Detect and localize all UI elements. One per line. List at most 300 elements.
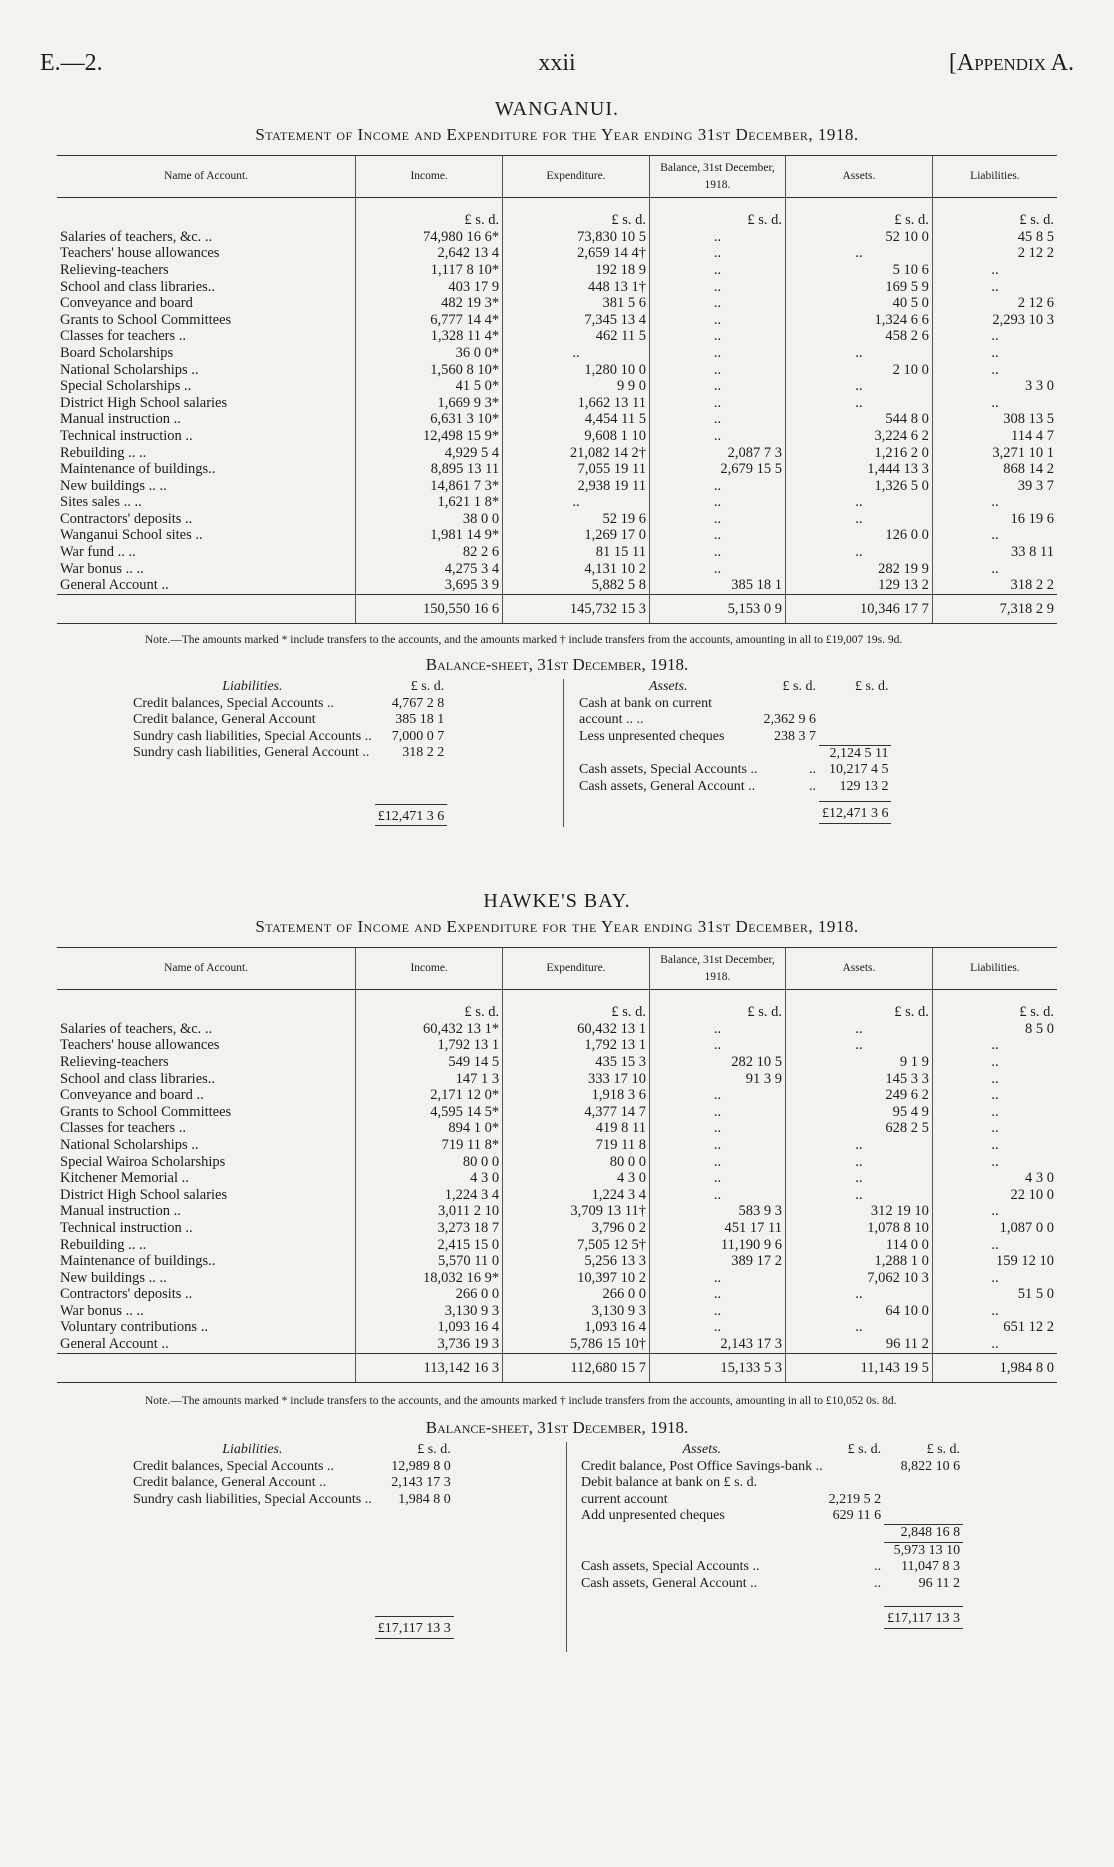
account-name: Teachers' house allowances bbox=[60, 245, 220, 262]
amount-cell: .. bbox=[649, 245, 785, 262]
amount-cell: 95 4 9 bbox=[785, 1104, 932, 1121]
liability-amount: 12,989 8 0 bbox=[391, 1458, 451, 1474]
column-header: Expenditure. bbox=[503, 156, 650, 198]
account-name: Relieving-teachers bbox=[60, 261, 169, 278]
account-name: War bonus .. .. bbox=[60, 1302, 144, 1319]
asset-subamount bbox=[760, 696, 819, 713]
asset-subamount: .. bbox=[808, 762, 816, 778]
account-name: Manual instruction .. bbox=[60, 1203, 181, 1220]
amount-cell: .. bbox=[932, 1120, 1057, 1137]
blank-cell bbox=[57, 1353, 356, 1383]
assets-total-row bbox=[578, 1607, 963, 1629]
asset-label: Cash assets, General Account .. bbox=[579, 778, 756, 794]
amount-cell: .. bbox=[785, 395, 932, 412]
blank-cell bbox=[578, 1607, 826, 1629]
asset-amount: 96 11 2 bbox=[918, 1575, 961, 1591]
unit-label: £ s. d. bbox=[785, 198, 932, 229]
liability-amount: 385 18 1 bbox=[395, 712, 445, 728]
unit-label: £ s. d. bbox=[932, 198, 1057, 229]
amount-cell: .. bbox=[932, 1154, 1057, 1171]
asset-row bbox=[576, 712, 891, 729]
account-name: Wanganui School sites .. bbox=[60, 527, 203, 544]
column-header: Income. bbox=[356, 948, 503, 990]
table-row bbox=[57, 577, 1057, 594]
amount-cell: .. bbox=[649, 279, 785, 296]
unit-label: £ s. d. bbox=[649, 990, 785, 1021]
asset-row bbox=[578, 1459, 963, 1476]
amount-cell: 33 8 11 bbox=[932, 544, 1057, 561]
amount-cell: 4,929 5 4 bbox=[356, 445, 503, 462]
unit-label: £ s. d. bbox=[926, 1442, 961, 1458]
amount-cell: 7,505 12 5† bbox=[503, 1237, 650, 1254]
assets-total: £12,471 3 6 bbox=[819, 802, 892, 824]
balance-sheet-liabilities bbox=[130, 679, 447, 826]
amount-cell: 74,980 16 6* bbox=[356, 229, 503, 246]
amount-cell: 308 13 5 bbox=[932, 411, 1057, 428]
table-note: Note.—The amounts marked * include transfers to the accounts, and the amounts marked † include transfers from the accounts, amounting in all to £19,007 19s. 9d. bbox=[145, 634, 903, 647]
income-expenditure-table bbox=[57, 155, 1057, 624]
unit-label: £ s. d. bbox=[417, 1442, 451, 1458]
table-row bbox=[57, 1220, 1057, 1237]
assets-heading-row bbox=[578, 1442, 963, 1459]
table-row bbox=[57, 461, 1057, 478]
amount-cell: 266 0 0 bbox=[356, 1286, 503, 1303]
amount-cell: 96 11 2 bbox=[785, 1336, 932, 1353]
table-row bbox=[57, 1303, 1057, 1320]
spacer bbox=[130, 1508, 454, 1617]
table-row bbox=[57, 1037, 1057, 1054]
amount-cell: 544 8 0 bbox=[785, 411, 932, 428]
balance-sheet-title: Balance-sheet, 31st December, 1918. bbox=[425, 1418, 689, 1438]
table-row bbox=[57, 1336, 1057, 1353]
table-row bbox=[57, 312, 1057, 329]
asset-subamount: 238 3 7 bbox=[773, 728, 816, 744]
asset-amount bbox=[884, 1492, 963, 1509]
liability-row bbox=[130, 1459, 454, 1476]
liability-row bbox=[130, 1475, 454, 1492]
asset-amount: 11,047 8 3 bbox=[901, 1559, 961, 1575]
total-cell: 11,143 19 5 bbox=[785, 1353, 932, 1383]
amount-cell: 16 19 6 bbox=[932, 511, 1057, 528]
table-row bbox=[57, 1203, 1057, 1220]
amount-cell: 5,882 5 8 bbox=[503, 577, 650, 594]
amount-cell: 719 11 8 bbox=[503, 1137, 650, 1154]
account-name: Relieving-teachers bbox=[60, 1053, 169, 1070]
balance-sheet-divider bbox=[563, 679, 564, 827]
asset-amount: 10,217 4 5 bbox=[828, 762, 889, 778]
amount-cell: .. bbox=[785, 544, 932, 561]
amount-cell: .. bbox=[785, 345, 932, 362]
table-row bbox=[57, 511, 1057, 528]
amount-cell: 1,621 1 8* bbox=[356, 494, 503, 511]
table-row bbox=[57, 1104, 1057, 1121]
account-name: District High School salaries bbox=[60, 394, 228, 411]
liabilities-heading: Liabilities. bbox=[222, 1442, 283, 1458]
totals-row bbox=[57, 594, 1057, 624]
asset-row bbox=[578, 1559, 963, 1576]
table-row bbox=[57, 1071, 1057, 1088]
amount-cell: 38 0 0 bbox=[356, 511, 503, 528]
table-row bbox=[57, 229, 1057, 246]
amount-cell: 52 19 6 bbox=[503, 511, 650, 528]
amount-cell: 7,062 10 3 bbox=[785, 1270, 932, 1287]
liabilities-heading-row bbox=[130, 679, 447, 696]
amount-cell: 51 5 0 bbox=[932, 1286, 1057, 1303]
amount-cell: 1,326 5 0 bbox=[785, 478, 932, 495]
amount-cell: 282 19 9 bbox=[785, 561, 932, 578]
asset-label: Add unpresented cheques bbox=[581, 1508, 725, 1524]
account-name: Conveyance and board bbox=[60, 295, 193, 312]
liability-amount: 318 2 2 bbox=[402, 745, 445, 761]
amount-cell: .. bbox=[649, 395, 785, 412]
amount-cell: .. bbox=[649, 494, 785, 511]
amount-cell: .. bbox=[785, 1187, 932, 1204]
amount-cell: .. bbox=[932, 1237, 1057, 1254]
asset-row bbox=[578, 1492, 963, 1509]
amount-cell: 4 3 0 bbox=[932, 1170, 1057, 1187]
liability-amount: 7,000 0 7 bbox=[391, 728, 445, 744]
asset-subamount: 2,219 5 2 bbox=[828, 1491, 882, 1507]
amount-cell: .. bbox=[649, 1187, 785, 1204]
amount-cell: .. bbox=[932, 527, 1057, 544]
asset-amount bbox=[819, 696, 892, 713]
account-name: War bonus .. .. bbox=[60, 560, 144, 577]
asset-row bbox=[576, 696, 891, 713]
amount-cell: 129 13 2 bbox=[785, 577, 932, 594]
amount-cell: .. bbox=[932, 1303, 1057, 1320]
table-row bbox=[57, 1137, 1057, 1154]
amount-cell: 81 15 11 bbox=[503, 544, 650, 561]
section-title: HAWKE'S BAY. bbox=[483, 890, 631, 912]
asset-label: Cash assets, General Account .. bbox=[581, 1575, 758, 1591]
amount-cell: 114 4 7 bbox=[932, 428, 1057, 445]
amount-cell: .. bbox=[649, 328, 785, 345]
balance-sheet-liabilities bbox=[130, 1442, 454, 1639]
amount-cell: 1,093 16 4 bbox=[503, 1319, 650, 1336]
amount-cell: 3,695 3 9 bbox=[356, 577, 503, 594]
amount-cell: 5,256 13 3 bbox=[503, 1253, 650, 1270]
totals-row bbox=[57, 1353, 1057, 1383]
asset-label bbox=[576, 745, 760, 762]
unit-label: £ s. d. bbox=[932, 990, 1057, 1021]
amount-cell: .. bbox=[649, 511, 785, 528]
asset-label bbox=[578, 1525, 826, 1543]
asset-row bbox=[576, 745, 891, 762]
table-header-row bbox=[57, 156, 1057, 198]
balance-sheet-divider bbox=[566, 1442, 567, 1652]
amount-cell: .. bbox=[932, 1054, 1057, 1071]
amount-cell: 7,055 19 11 bbox=[503, 461, 650, 478]
liability-label: Sundry cash liabilities, General Account .. bbox=[133, 745, 370, 761]
amount-cell: 3,271 10 1 bbox=[932, 445, 1057, 462]
amount-cell: 381 5 6 bbox=[503, 295, 650, 312]
amount-cell: .. bbox=[932, 1037, 1057, 1054]
account-name: Grants to School Committees bbox=[60, 311, 232, 328]
asset-amount bbox=[819, 712, 892, 729]
amount-cell: .. bbox=[932, 1071, 1057, 1088]
amount-cell: .. bbox=[785, 1319, 932, 1336]
account-name: Grants to School Committees bbox=[60, 1103, 232, 1120]
amount-cell: .. bbox=[649, 1037, 785, 1054]
blank-cell bbox=[130, 804, 375, 826]
section-title: WANGANUI. bbox=[495, 98, 619, 120]
total-cell: 112,680 15 7 bbox=[503, 1353, 650, 1383]
amount-cell: .. bbox=[649, 262, 785, 279]
amount-cell: 3,796 0 2 bbox=[503, 1220, 650, 1237]
column-header: Name of Account. bbox=[57, 948, 356, 990]
table-row bbox=[57, 279, 1057, 296]
account-name: New buildings .. .. bbox=[60, 1269, 167, 1286]
account-name: School and class libraries.. bbox=[60, 278, 216, 295]
asset-label: Cash assets, Special Accounts .. bbox=[579, 762, 758, 778]
amount-cell: 1,288 1 0 bbox=[785, 1253, 932, 1270]
table-row bbox=[57, 1087, 1057, 1104]
column-header: Expenditure. bbox=[503, 948, 650, 990]
account-name: School and class libraries.. bbox=[60, 1070, 216, 1087]
amount-cell: 7,345 13 4 bbox=[503, 312, 650, 329]
amount-cell: .. bbox=[932, 1203, 1057, 1220]
amount-cell: .. bbox=[649, 1021, 785, 1038]
table-row bbox=[57, 328, 1057, 345]
amount-cell: 114 0 0 bbox=[785, 1237, 932, 1254]
amount-cell: 9 1 9 bbox=[785, 1054, 932, 1071]
account-name: General Account .. bbox=[60, 577, 169, 594]
table-row bbox=[57, 1021, 1057, 1038]
amount-cell: 12,498 15 9* bbox=[356, 428, 503, 445]
amount-cell: .. bbox=[785, 1137, 932, 1154]
amount-cell: 14,861 7 3* bbox=[356, 478, 503, 495]
account-name: War fund .. .. bbox=[60, 544, 136, 561]
amount-cell: .. bbox=[932, 345, 1057, 362]
amount-cell: .. bbox=[649, 561, 785, 578]
table-header-row bbox=[57, 948, 1057, 990]
amount-cell: 1,078 8 10 bbox=[785, 1220, 932, 1237]
column-header: Liabilities. bbox=[932, 156, 1057, 198]
blank-cell bbox=[760, 802, 819, 824]
amount-cell: .. bbox=[785, 1170, 932, 1187]
amount-cell: 389 17 2 bbox=[649, 1253, 785, 1270]
table-row bbox=[57, 362, 1057, 379]
amount-cell: 333 17 10 bbox=[503, 1071, 650, 1088]
section-subtitle: Statement of Income and Expenditure for the Year ending 31st December, 1918. bbox=[255, 917, 859, 936]
unit-label: £ s. d. bbox=[503, 198, 650, 229]
amount-cell: 4,275 3 4 bbox=[356, 561, 503, 578]
liability-label: Credit balances, Special Accounts .. bbox=[133, 1458, 334, 1474]
amount-cell: .. bbox=[649, 1137, 785, 1154]
amount-cell: .. bbox=[785, 511, 932, 528]
column-header: Name of Account. bbox=[57, 156, 356, 198]
amount-cell: 2,087 7 3 bbox=[649, 445, 785, 462]
table-row bbox=[57, 445, 1057, 462]
liabilities-total-row bbox=[130, 804, 447, 826]
liability-label: Credit balance, General Account .. bbox=[133, 1475, 327, 1491]
balance-sheet-assets bbox=[578, 1442, 963, 1629]
amount-cell: .. bbox=[649, 312, 785, 329]
amount-cell: 3,130 9 3 bbox=[356, 1303, 503, 1320]
amount-cell: 2,293 10 3 bbox=[932, 312, 1057, 329]
amount-cell: 5 10 6 bbox=[785, 262, 932, 279]
table-row bbox=[57, 1253, 1057, 1270]
amount-cell: 147 1 3 bbox=[356, 1071, 503, 1088]
amount-cell: .. bbox=[649, 1170, 785, 1187]
amount-cell: 448 13 1† bbox=[503, 279, 650, 296]
liability-label: Credit balances, Special Accounts .. bbox=[133, 695, 334, 711]
asset-subamount: 629 11 6 bbox=[832, 1508, 882, 1524]
amount-cell: 3,273 18 7 bbox=[356, 1220, 503, 1237]
amount-cell: 2,143 17 3 bbox=[649, 1336, 785, 1353]
total-cell: 15,133 5 3 bbox=[649, 1353, 785, 1383]
income-expenditure-table bbox=[57, 947, 1057, 1383]
amount-cell: 82 2 6 bbox=[356, 544, 503, 561]
amount-cell: 60,432 13 1* bbox=[356, 1021, 503, 1038]
unit-label: £ s. d. bbox=[356, 990, 503, 1021]
amount-cell: .. bbox=[649, 1319, 785, 1336]
amount-cell: 2,679 15 5 bbox=[649, 461, 785, 478]
liability-amount: 4,767 2 8 bbox=[391, 695, 445, 711]
amount-cell: .. bbox=[932, 1270, 1057, 1287]
account-name: National Scholarships .. bbox=[60, 361, 199, 378]
amount-cell: .. bbox=[932, 362, 1057, 379]
amount-cell: .. bbox=[785, 494, 932, 511]
amount-cell: 4,454 11 5 bbox=[503, 411, 650, 428]
amount-cell: 145 3 3 bbox=[785, 1071, 932, 1088]
total-cell: 145,732 15 3 bbox=[503, 594, 650, 624]
account-name: Rebuilding .. .. bbox=[60, 444, 147, 461]
amount-cell: 41 5 0* bbox=[356, 378, 503, 395]
table-row bbox=[57, 561, 1057, 578]
asset-row bbox=[578, 1508, 963, 1525]
account-name: Technical instruction .. bbox=[60, 427, 193, 444]
amount-cell: 6,631 3 10* bbox=[356, 411, 503, 428]
asset-subamount: 2,362 9 6 bbox=[763, 712, 816, 728]
amount-cell: .. bbox=[785, 1154, 932, 1171]
amount-cell: 868 14 2 bbox=[932, 461, 1057, 478]
liability-label: Sundry cash liabilities, Special Accounts .. bbox=[133, 1491, 372, 1507]
asset-amount: 2,848 16 8 bbox=[884, 1525, 963, 1543]
amount-cell: 1,918 3 6 bbox=[503, 1087, 650, 1104]
total-cell: 1,984 8 0 bbox=[932, 1353, 1057, 1383]
amount-cell: 60,432 13 1 bbox=[503, 1021, 650, 1038]
account-name: General Account .. bbox=[60, 1336, 169, 1353]
amount-cell: 1,328 11 4* bbox=[356, 328, 503, 345]
total-cell: 10,346 17 7 bbox=[785, 594, 932, 624]
liability-label: Sundry cash liabilities, Special Accounts .. bbox=[133, 728, 372, 744]
liability-label: Credit balance, General Account bbox=[133, 712, 316, 728]
amount-cell: 3 3 0 bbox=[932, 378, 1057, 395]
amount-cell: 1,662 13 11 bbox=[503, 395, 650, 412]
assets-total: £17,117 13 3 bbox=[884, 1607, 963, 1629]
asset-subamount bbox=[826, 1459, 885, 1476]
asset-label: current account bbox=[581, 1491, 668, 1507]
amount-cell: .. bbox=[649, 1087, 785, 1104]
amount-cell: 2,171 12 0* bbox=[356, 1087, 503, 1104]
amount-cell: 249 6 2 bbox=[785, 1087, 932, 1104]
amount-cell: .. bbox=[785, 378, 932, 395]
spacer-row bbox=[130, 762, 447, 805]
column-header: Balance, 31st December, 1918. bbox=[649, 948, 785, 990]
asset-amount: 129 13 2 bbox=[839, 778, 889, 794]
asset-amount: 8,822 10 6 bbox=[900, 1458, 961, 1474]
amount-cell: 18,032 16 9* bbox=[356, 1270, 503, 1287]
amount-cell: 1,324 6 6 bbox=[785, 312, 932, 329]
amount-cell: 73,830 10 5 bbox=[503, 229, 650, 246]
amount-cell: 159 12 10 bbox=[932, 1253, 1057, 1270]
amount-cell: 45 8 5 bbox=[932, 229, 1057, 246]
column-header: Assets. bbox=[785, 156, 932, 198]
liabilities-total-row bbox=[130, 1617, 454, 1639]
assets-total-row bbox=[576, 802, 891, 824]
amount-cell: .. bbox=[785, 1286, 932, 1303]
blank-cell bbox=[57, 990, 356, 1021]
header-reference: E.—2. bbox=[40, 50, 103, 76]
amount-cell: 1,981 14 9* bbox=[356, 527, 503, 544]
balance-sheet-title: Balance-sheet, 31st December, 1918. bbox=[425, 655, 689, 675]
blank-cell bbox=[576, 802, 760, 824]
total-cell: 113,142 16 3 bbox=[356, 1353, 503, 1383]
asset-row bbox=[578, 1475, 963, 1492]
amount-cell: 80 0 0 bbox=[503, 1154, 650, 1171]
amount-cell: .. bbox=[932, 262, 1057, 279]
amount-cell: .. bbox=[932, 1087, 1057, 1104]
liabilities-heading-row bbox=[130, 1442, 454, 1459]
amount-cell: .. bbox=[649, 295, 785, 312]
amount-cell: .. bbox=[785, 1021, 932, 1038]
liability-row bbox=[130, 745, 447, 762]
header-appendix: [Appendix A. bbox=[948, 50, 1074, 76]
units-row bbox=[57, 990, 1057, 1021]
amount-cell: .. bbox=[649, 1303, 785, 1320]
amount-cell: .. bbox=[649, 1270, 785, 1287]
asset-amount: 5,973 13 10 bbox=[884, 1542, 963, 1559]
blank-cell bbox=[57, 198, 356, 229]
amount-cell: .. bbox=[649, 428, 785, 445]
amount-cell: 482 19 3* bbox=[356, 295, 503, 312]
amount-cell: 435 15 3 bbox=[503, 1054, 650, 1071]
amount-cell: 628 2 5 bbox=[785, 1120, 932, 1137]
blank-cell bbox=[826, 1607, 885, 1629]
table-note: Note.—The amounts marked * include transfers to the accounts, and the amounts marked † include transfers from the accounts, amounting in all to £10,052 0s. 8d. bbox=[145, 1395, 897, 1408]
amount-cell: 22 10 0 bbox=[932, 1187, 1057, 1204]
amount-cell: 9,608 1 10 bbox=[503, 428, 650, 445]
liability-amount: 2,143 17 3 bbox=[391, 1475, 451, 1491]
amount-cell: .. bbox=[649, 544, 785, 561]
column-header: Income. bbox=[356, 156, 503, 198]
spacer-row bbox=[130, 1508, 454, 1617]
asset-label: Cash at bank on current bbox=[579, 695, 712, 711]
column-header: Balance, 31st December, 1918. bbox=[649, 156, 785, 198]
amount-cell: 266 0 0 bbox=[503, 1286, 650, 1303]
account-name: Board Scholarships bbox=[60, 344, 174, 361]
column-header: Assets. bbox=[785, 948, 932, 990]
assets-heading: Assets. bbox=[682, 1442, 722, 1458]
table-row bbox=[57, 1270, 1057, 1287]
amount-cell: 549 14 5 bbox=[356, 1054, 503, 1071]
amount-cell: 282 10 5 bbox=[649, 1054, 785, 1071]
asset-label bbox=[578, 1542, 826, 1559]
amount-cell: 21,082 14 2† bbox=[503, 445, 650, 462]
table-row bbox=[57, 345, 1057, 362]
amount-cell: 1,224 3 4 bbox=[356, 1187, 503, 1204]
account-name: Contractors' deposits .. bbox=[60, 510, 193, 527]
amount-cell: 2,642 13 4 bbox=[356, 245, 503, 262]
amount-cell: .. bbox=[649, 411, 785, 428]
units-row bbox=[57, 198, 1057, 229]
spacer bbox=[578, 1592, 963, 1607]
amount-cell: 8 5 0 bbox=[932, 1021, 1057, 1038]
amount-cell: 52 10 0 bbox=[785, 229, 932, 246]
account-name: Technical instruction .. bbox=[60, 1219, 193, 1236]
amount-cell: 10,397 10 2 bbox=[503, 1270, 650, 1287]
